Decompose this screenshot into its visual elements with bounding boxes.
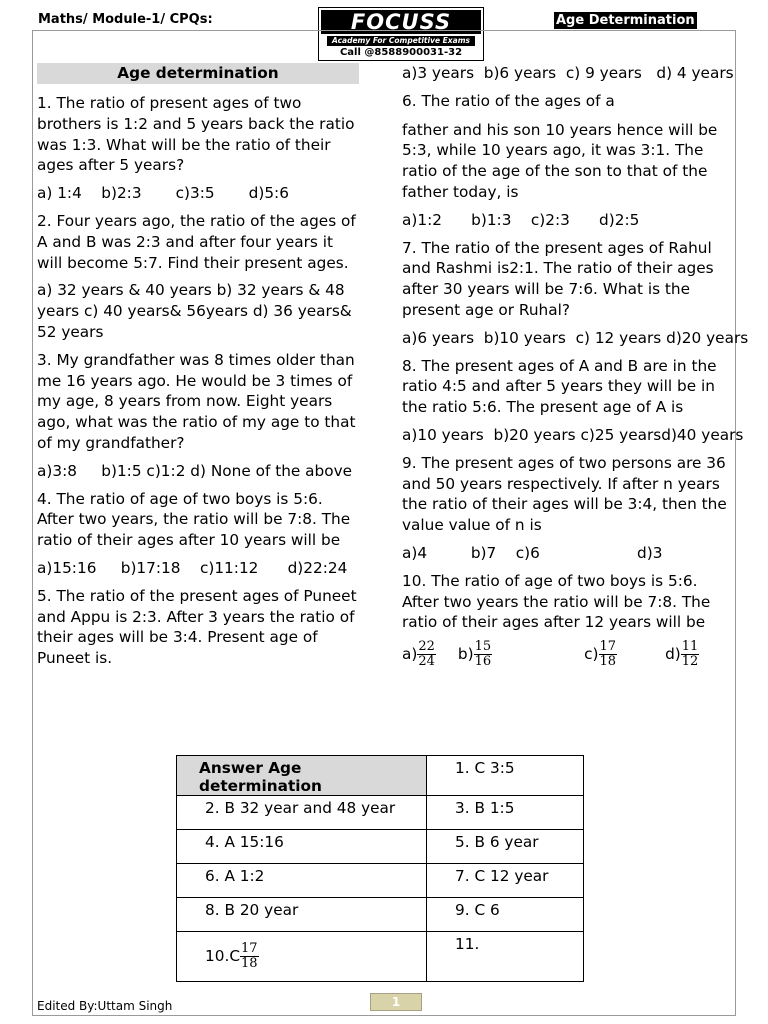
module-header: Maths/ Module-1/ CPQs: (38, 12, 213, 27)
question-8: 8. The present ages of A and B are in the ratio 4:5 and after 5 years they will be in the ratio 5:6. The present age of A is (402, 356, 717, 417)
options-5: a)3 years b)6 years c) 9 years d) 4 years (402, 64, 734, 82)
topic-header: Age Determination (556, 13, 695, 28)
table-row (177, 898, 584, 932)
option-10d: d) $\frac{11}{12}$ (665, 639, 699, 670)
options-9: a)4 b)7 c)6 d)3 (402, 543, 663, 562)
answer-10: 10.C $\frac{17}{18}$ (177, 932, 427, 982)
answer-1: 1. C 3:5 (427, 756, 584, 796)
options-7: a)6 years b)10 years c) 12 years d)20 years (402, 328, 749, 347)
table-row (177, 830, 584, 864)
logo-title: FOCUSS (321, 10, 481, 34)
question-6-intro: 6. The ratio of the ages of a (402, 91, 615, 110)
answer-2: 2. B 32 year and 48 year (177, 796, 427, 830)
options-4: a)15:16 b)17:18 c)11:12 d)22:24 (37, 558, 348, 577)
option-10b: b) $\frac{15}{16}$ (457, 639, 492, 670)
option-10a: a) $\frac{22}{24}$ (402, 639, 435, 670)
question-3: 3. My grandfather was 8 times older than me 16 years ago. He would be 3 times of my age, 8 years from now. Eight years ago, what was the ratio of my age to that of my grandfather? (37, 350, 356, 452)
right-column (402, 63, 749, 676)
editor-credit: Edited By:Uttam Singh (37, 999, 173, 1013)
answer-8: 8. B 20 year (177, 898, 427, 932)
options-8: a)10 years b)20 years c)25 yearsd)40 years (402, 425, 744, 444)
options-3: a)3:8 b)1:5 c)1:2 d) None of the above (37, 461, 353, 480)
question-10: 10. The ratio of age of two boys is 5:6. After two years the ratio will be 7:8. The ratio of their ages after 12 years will be (402, 571, 711, 632)
question-1: 1. The ratio of present ages of two brothers is 1:2 and 5 years back the ratio was 1:3. What will be the ratio of their ages after 5 years? (37, 94, 355, 175)
question-2: 2. Four years ago, the ratio of the ages of A and B was 2:3 and after four years it will become 5:7. Find their present ages. (37, 211, 356, 272)
table-row (177, 864, 584, 898)
answer-11: 11. (427, 932, 584, 982)
question-6: father and his son 10 years hence will be 5:3, while 10 years ago, it was 3:1. The ratio of the age of the son to that of the father today, is (402, 120, 718, 201)
answer-7: 7. C 12 year (427, 864, 584, 898)
question-4: 4. The ratio of age of two boys is 5:6. After two years, the ratio will be 7:8. The ratio of their ages after 10 years will be (37, 489, 351, 550)
options-10 (402, 640, 736, 669)
table-row (177, 932, 584, 982)
options-2: a) 32 years & 40 years b) 32 years & 48 years c) 40 years& 56years d) 36 years& 52 years (37, 281, 352, 341)
answer-5: 5. B 6 year (427, 830, 584, 864)
logo-subtitle: Academy For Competitive Exams (327, 36, 475, 46)
table-row (177, 796, 584, 830)
question-9: 9. The present ages of two persons are 36 and 50 years respectively. If after n years the ratio of their ages will be 3:4, then the value value of n is (402, 453, 727, 535)
option-10c: c) $\frac{17}{18}$ (584, 639, 617, 670)
answer-table-title: Answer Age determination (177, 756, 427, 796)
page-number: 1 (370, 993, 422, 1011)
answer-3: 3. B 1:5 (427, 796, 584, 830)
answer-4: 4. A 15:16 (177, 830, 427, 864)
answer-table (176, 755, 584, 982)
section-title: Age determination (37, 63, 359, 84)
question-7: 7. The ratio of the present ages of Rahul and Rashmi is2:1. The ratio of their ages after 30 years will be 7:6. What is the present age or Ruhal? (402, 238, 714, 319)
left-column (37, 63, 359, 676)
options-1: a) 1:4 b)2:3 c)3:5 d)5:6 (37, 184, 289, 203)
question-5: 5. The ratio of the present ages of Puneet and Appu is 2:3. After 3 years the ratio of their ages will be 3:4. Present age of Puneet is. (37, 586, 357, 668)
table-row (177, 756, 584, 796)
logo-phone: Call @8588900031-32 (339, 47, 463, 58)
answer-6: 6. A 1:2 (177, 864, 427, 898)
answer-9: 9. C 6 (427, 898, 584, 932)
options-6: a)1:2 b)1:3 c)2:3 d)2:5 (402, 210, 640, 229)
